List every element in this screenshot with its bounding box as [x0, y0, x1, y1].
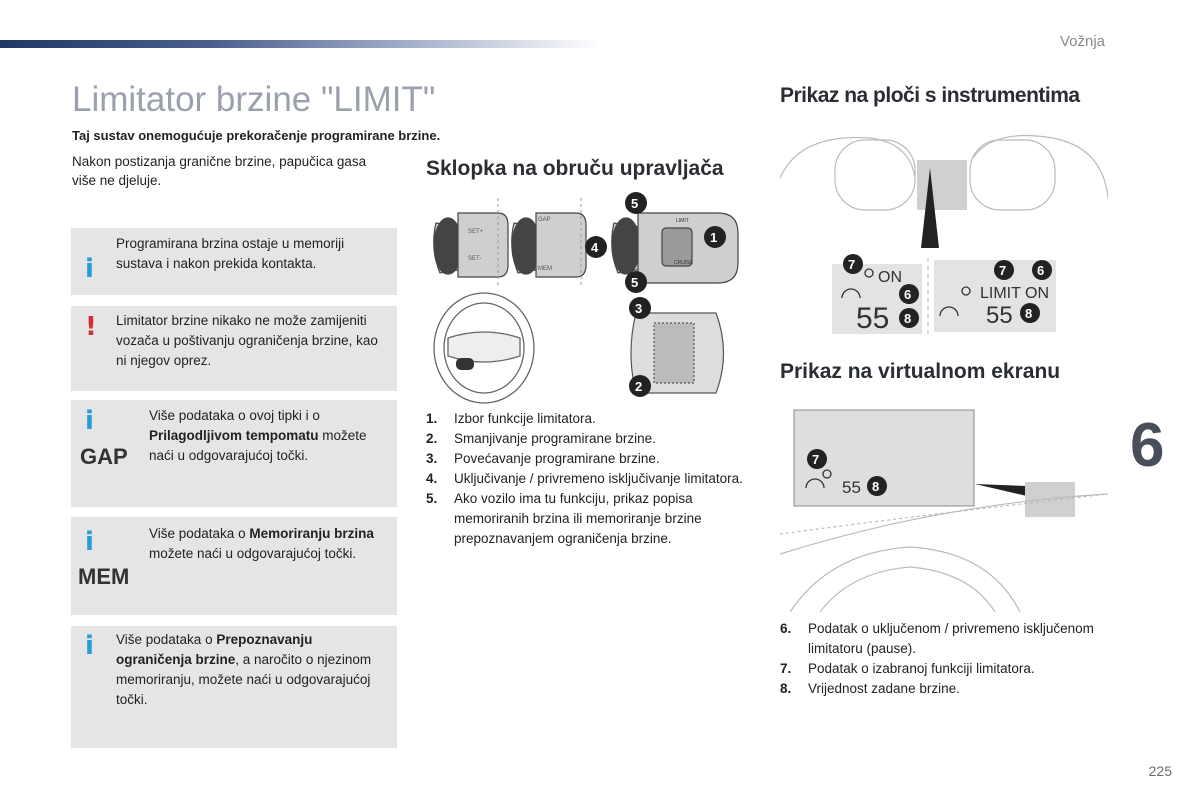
instrument-panel-illustration	[780, 128, 1108, 340]
info-icon: i	[85, 631, 94, 661]
callout-7: 7	[848, 257, 856, 272]
list-item: 8. Vrijednost zadane brzine.	[780, 681, 960, 696]
set-minus-label: SET-	[468, 256, 482, 262]
set-plus-label: SET+	[468, 229, 484, 235]
stalk-limit-label: LIMIT	[676, 218, 689, 224]
list-item: 1. Izbor funkcije limitatora.	[426, 411, 596, 426]
left-display-status: ON	[878, 269, 902, 286]
callout-6b: 6	[1037, 263, 1045, 278]
list-item: 6. Podatak o uključenom / privremeno isključenom limitatoru (pause).	[780, 621, 1094, 656]
callout-8c: 8	[872, 479, 880, 494]
note-box-recognition	[71, 626, 397, 748]
virtual-heading: Prikaz na virtualnom ekranu	[780, 360, 1061, 383]
header-gradient-bar	[0, 40, 600, 48]
note-box-memory	[71, 228, 397, 295]
section-name: Vožnja	[1059, 33, 1105, 50]
note-box-warning	[71, 306, 397, 391]
callout-7c: 7	[812, 452, 820, 467]
lead-text: Taj sustav onemogućuje prekoračenje programirane brzine.	[72, 128, 441, 143]
left-display-speed: 55	[856, 302, 890, 335]
stalk-gap-label: GAP	[538, 217, 551, 223]
switch-location-marker	[456, 358, 474, 370]
callout-7b: 7	[999, 263, 1007, 278]
virtual-speed: 55	[842, 478, 861, 497]
callout-2: 2	[635, 379, 643, 394]
chapter-number: 6	[1130, 411, 1165, 480]
note-text: Više podataka o Memoriranju brzina možete naći u odgovarajućoj točki.	[149, 526, 374, 561]
list-item: 3. Povećavanje programirane brzine.	[426, 451, 660, 466]
callout-5: 5	[631, 196, 639, 211]
callout-5b: 5	[631, 275, 639, 290]
callout-6: 6	[904, 287, 912, 302]
info-icon: i	[85, 406, 94, 436]
virtual-screen-illustration	[780, 404, 1108, 612]
note-box-mem	[71, 517, 397, 615]
note-box-gap	[71, 400, 397, 507]
note-text: Više podataka o Prepoznavanju ograničenja brzine, a naročito o njezinom memoriranju, možete naći u odgovarajućoj točki.	[116, 632, 372, 707]
callout-1: 1	[710, 230, 718, 245]
steering-heading: Sklopka na obruču upravljača	[426, 157, 724, 180]
list-item: 4. Uključivanje / privremeno isključivanje limitatora.	[426, 471, 743, 486]
callout-8b: 8	[1025, 306, 1033, 321]
stalk-cruise-label: CRUISE	[674, 260, 693, 266]
note-text: Limitator brzine nikako ne može zamijeniti vozača u poštivanju ograničenja brzine, kao ni njegov oprez.	[116, 313, 378, 368]
virtual-display-list	[780, 619, 1100, 699]
right-display-speed: 55	[986, 302, 1013, 329]
info-icon: i	[85, 254, 94, 284]
list-item: 7. Podatak o izabranoj funkciji limitatora.	[780, 661, 1035, 676]
warning-icon: !	[85, 312, 97, 342]
intro-text: Nakon postizanja granične brzine, papučica gasa više ne djeluje.	[72, 154, 367, 188]
callout-4: 4	[591, 240, 599, 255]
instrument-heading: Prikaz na ploči s instrumentima	[780, 84, 1080, 107]
stalk-mem-label: MEM	[538, 266, 552, 272]
info-icon: i	[85, 527, 94, 557]
mem-label: MEM	[78, 564, 130, 589]
callout-8: 8	[904, 311, 912, 326]
list-item: 5. Ako vozilo ima tu funkciju, prikaz popisa memoriranih brzina ili memoriranje brzine prepoznavanjem ograničenja brzine.	[426, 491, 702, 546]
steering-controls-list	[426, 409, 746, 549]
gap-label: GAP	[80, 444, 128, 469]
page-number: 225	[1148, 763, 1172, 779]
list-item: 2. Smanjivanje programirane brzine.	[426, 431, 656, 446]
right-display-status: LIMIT ON	[980, 285, 1050, 302]
callout-3: 3	[635, 301, 643, 316]
page-title: Limitator brzine "LIMIT"	[72, 80, 436, 119]
note-text: Programirana brzina ostaje u memoriji sustava i nakon prekida kontakta.	[116, 236, 345, 271]
note-text: Više podataka o ovoj tipki i o Prilagodljivom tempomatu možete naći u odgovarajućoj točki.	[149, 408, 367, 463]
steering-switch-illustration	[426, 188, 756, 410]
